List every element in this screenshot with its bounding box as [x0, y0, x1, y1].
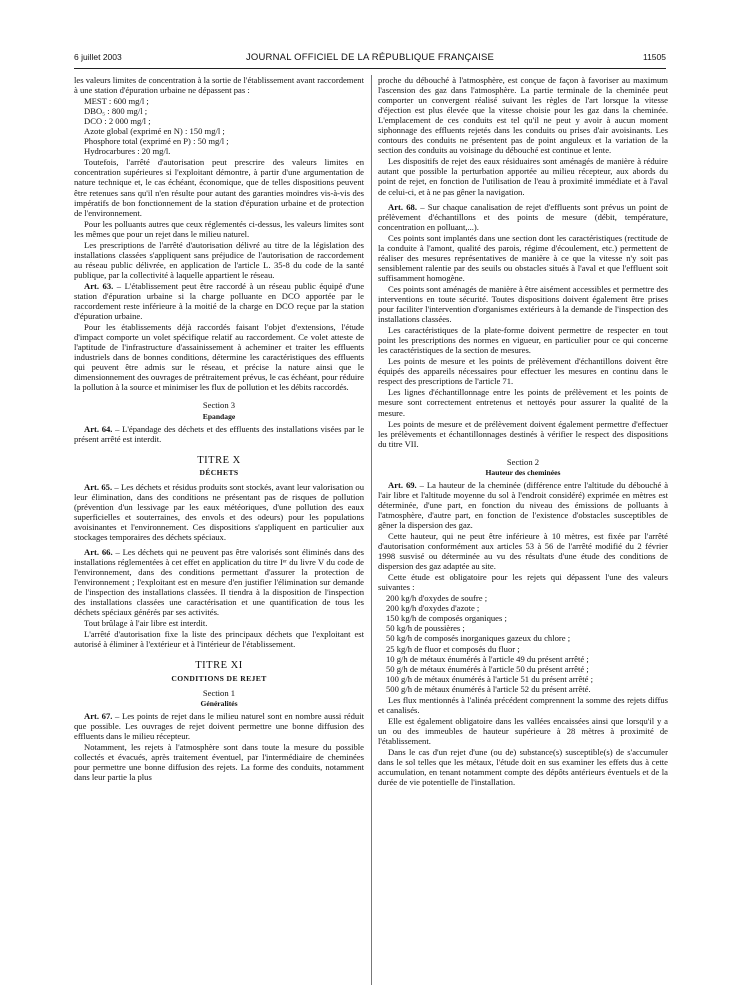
list-item: Azote global (exprimé en N) : 150 mg/l ;	[84, 126, 225, 137]
right-column	[378, 75, 668, 788]
article-64	[74, 424, 364, 444]
paragraph: Toutefois, l'arrêté d'autorisation peut prescrire des valeurs limites en concentration supérieures si l'exploitant démontre, à partir d'une argumentation de nature technique et, le cas échéant, économique, que de telles dispositions peuvent être retenues sans qu'il n'en résulte pour autant des garanties moindres vis-à-vis des impératifs de bon fonctionnement de la station d'épuration urbaine et de protection de l'environnement.	[74, 157, 364, 218]
article-68	[378, 202, 668, 232]
titre-heading: TITRE X	[197, 454, 241, 466]
list-item: 25 kg/h de fluor et composés du fluor ;	[386, 643, 520, 654]
paragraph: L'arrêté d'autorisation fixe la liste des principaux déchets que l'exploitant est autorisé à éliminer à l'extérieur et à l'intérieur de l'établissement.	[74, 629, 364, 650]
paragraph: Les lignes d'échantillonnage entre les points de prélèvement et les points de mesure sont correctement entretenus et nettoyés pour assurer la qualité de la mesure.	[378, 387, 668, 418]
article-text: – L'épandage des déchets et des effluents des installations visées par le présent arrêté est interdit.	[74, 423, 365, 444]
list-item: Phosphore total (exprimé en P) : 50 mg/l ;	[84, 136, 229, 147]
section-title: Epandage	[202, 411, 236, 421]
article-69	[378, 480, 668, 530]
section-title: Généralités	[200, 698, 238, 708]
list-item: 150 kg/h de composés organiques ;	[386, 613, 507, 624]
article-number: Art. 66.	[84, 547, 113, 558]
titre-title: DÉCHETS	[199, 467, 239, 477]
list-item: 100 g/h de métaux énumérés à l'article 51 du présent arrêté ;	[386, 673, 594, 684]
list-item: Hydrocarbures : 20 mg/l.	[84, 146, 171, 157]
list-item: 50 kg/h de poussières ;	[386, 623, 465, 634]
article-number: Art. 68.	[388, 201, 417, 212]
article-number: Art. 63.	[84, 280, 114, 291]
article-66	[74, 547, 364, 617]
paragraph: Les points de mesure et de prélèvement doivent également permettre d'effectuer les prélèvements et échantillonnages destinés à vérifier le respect des dispositions du titre VII.	[378, 418, 668, 449]
paragraph: Les prescriptions de l'arrêté d'autorisation délivré au titre de la législation des installations classées s'appliquent sans préjudice de l'autorisation de raccordement au réseau public délivrée, en application de l'article L. 35-8 du code de la santé publique, par la collectivité à laquelle appartient le réseau.	[74, 239, 364, 280]
list-item: MEST : 600 mg/l ;	[84, 96, 149, 107]
article-text: – L'établissement peut être raccordé à un réseau public équipé d'une station d'épuration urbaine si la charge polluante en DCO apportée par le raccordement reste inférieure à la moitié de la charge en DCO reçue par la station d'épuration urbaine.	[74, 280, 365, 322]
article-text: – Les déchets qui ne peuvent pas être valorisés sont éliminés dans des installations réglementées à cet effet en application du titre Iᵉʳ du livre V du code de l'environnement, dans des conditions permettant d'assurer la protection de l'environnement ; l'exploitant est en mesure d'en justifier l'élimination sur demande de l'inspection des installations classées. Il tiendra à la disposition de l'inspection des installations classées une caractérisation et une quantification de tous les déchets spéciaux générés par ses activités.	[74, 547, 364, 618]
limit-values-list	[74, 96, 364, 156]
list-item: 200 kg/h d'oxydes de soufre ;	[386, 593, 488, 604]
left-column	[74, 75, 364, 783]
paragraph: Elle est également obligatoire dans les vallées encaissées ainsi que lorsqu'il y a un ou des immeubles de hauteur supérieure à 28 mètres à proximité de l'établissement.	[378, 715, 668, 746]
list-item: DBO₅ : 800 mg/l ;	[84, 106, 148, 117]
article-text: – Les points de rejet dans le milieu naturel sont en nombre aussi réduit que possible. Les ouvrages de rejet doivent permettre une bonne diffusion des effluents dans le milieu récepteur.	[74, 710, 364, 741]
threshold-values-list	[378, 593, 668, 693]
paragraph: Notamment, les rejets à l'atmosphère sont dans toute la mesure du possible collectés et évacués, après traitement éventuel, par l'intermédiaire de cheminées pour permettre une bonne diffusion des rejets. La forme des conduits, notamment dans leur partie la plus	[74, 741, 364, 782]
paragraph: proche du débouché à l'atmosphère, est conçue de façon à favoriser au maximum l'ascension des gaz dans l'atmosphère. La partie terminale de la cheminée peut comporter un convergent réalisé suivant les règles de l'art lorsque la vitesse d'éjection est plus élevée que la vitesse choisie pour les gaz dans la cheminée. L'emplacement de ces conduits est tel qu'il ne peut y avoir à aucun moment siphonnage des effluents rejetés dans les conduits ou prises d'air avoisinants. Les contours des conduits ne présentent pas de point anguleux et la variation de la section des conduits au voisinage du débouché est continue et lente.	[378, 75, 668, 156]
paragraph: Pour les établissements déjà raccordés faisant l'objet d'extensions, l'étude d'impact comporte un volet spécifique relatif au raccordement. Ce volet atteste de l'aptitude de l'infrastructure d'assainissement à acheminer et traiter les effluents industriels dans de bonnes conditions, détermine les caractéristiques des effluents qui peuvent être admis sur le réseau, et précise la nature ainsi que le dimensionnement des ouvrages de prétraitement prévus, le cas échéant, pour réduire la pollution à la source et minimiser les flux de pollution et les débits raccordés.	[74, 322, 364, 393]
paragraph: Les flux mentionnés à l'alinéa précédent comprennent la somme des rejets diffus et canalisés.	[378, 694, 668, 715]
paragraph: Ces points sont aménagés de manière à être aisément accessibles et permettre des interventions en toute sécurité. Toutes dispositions doivent également être prises pour faciliter l'intervention d'organismes extérieurs à la demande de l'inspection des installations classées.	[378, 283, 668, 325]
section-heading: Section 3	[202, 400, 236, 411]
article-number: Art. 69.	[388, 479, 417, 490]
article-text: – La hauteur de la cheminée (différence entre l'altitude du débouché à l'air libre et l'altitude moyenne du sol à l'endroit considéré) exprimée en mètres est déterminée, d'une part, en fonction du niveau des émissions de polluants à l'atmosphère, d'autre part, en fonction de l'existence d'obstacles susceptibles de gêner la dispersion des gaz.	[378, 479, 669, 530]
section-heading: Section 1	[202, 687, 236, 698]
section-heading: Section 2	[506, 456, 540, 467]
list-item: 500 g/h de métaux énumérés à l'article 52 du présent arrêté.	[386, 683, 591, 694]
list-item: 50 kg/h de composés inorganiques gazeux du chlore ;	[386, 633, 571, 644]
article-65	[74, 482, 364, 542]
paragraph: Les dispositifs de rejet des eaux résiduaires sont aménagés de manière à réduire autant que possible la perturbation apportée au milieu récepteur, aux abords du point de rejet, en fonction de l'utilisation de l'eau à proximité immédiate et à l'aval de celui-ci, et à ne pas gêner la navigation.	[378, 156, 668, 197]
header-date: 6 juillet 2003	[74, 52, 122, 62]
titre-heading: TITRE XI	[195, 660, 243, 672]
list-item: DCO : 2 000 mg/l ;	[84, 116, 151, 127]
list-item: 200 kg/h d'oxydes d'azote ;	[386, 603, 480, 614]
article-text: – Sur chaque canalisation de rejet d'effluents sont prévus un point de prélèvement d'échantillons et des points de mesure (débit, température, concentration en polluant,...).	[378, 201, 668, 232]
paragraph: Cette hauteur, qui ne peut être inférieure à 10 mètres, est fixée par l'arrêté d'autorisation conformément aux articles 53 à 56 de l'arrêté modifié du 2 février 1998 susvisé ou déterminée au vu des résultats d'une étude des conditions de dispersion des gaz adaptée au site.	[378, 531, 668, 572]
list-item: 50 g/h de métaux énumérés à l'article 50 du présent arrêté ;	[386, 663, 589, 674]
article-number: Art. 67.	[84, 710, 113, 721]
section-title: Hauteur des cheminées	[485, 467, 561, 477]
article-63	[74, 281, 364, 321]
paragraph: Ces points sont implantés dans une section dont les caractéristiques (rectitude de la conduite à l'amont, qualité des parois, régime d'écoulement, etc.) permettent de réaliser des mesures représentatives de manière à ce que la vitesse n'y soit pas sensiblement ralentie par des seuils ou obstacles situés à l'aval et que l'effluent soit suffisamment homogène.	[378, 232, 668, 283]
paragraph: Tout brûlage à l'air libre est interdit.	[84, 618, 208, 629]
paragraph: Les points de mesure et les points de prélèvement d'échantillons doivent être équipés des appareils nécessaires pour effectuer les mesures en continu dans le respect des prescriptions de l'article 71.	[378, 356, 668, 387]
paragraph: Pour les polluants autres que ceux réglementés ci-dessus, les valeurs limites sont les mêmes que pour un rejet dans le milieu naturel.	[74, 218, 364, 239]
header-page-number: 11505	[642, 52, 666, 62]
column-divider	[371, 75, 372, 985]
article-number: Art. 64.	[84, 423, 113, 434]
header-journal-title: JOURNAL OFFICIEL DE LA RÉPUBLIQUE FRANÇAISE	[245, 52, 495, 63]
titre-title: CONDITIONS DE REJET	[171, 673, 267, 683]
article-text: – Les déchets et résidus produits sont stockés, avant leur valorisation ou leur élimination, dans des conditions ne présentant pas de risques de pollution (prévention d'un lessivage par les eaux météoriques, d'une pollution des eaux superficielles et souterraines, des envols et des odeurs) pour les populations avoisinantes et l'environnement. Ces dispositions s'appliquent en particulier aux stockages temporaires des déchets spéciaux.	[74, 481, 364, 542]
paragraph: Dans le cas d'un rejet d'une (ou de) substance(s) susceptible(s) de s'accumuler dans le sol telles que les métaux, l'étude doit en sus examiner les effets dus à cette accumulation, en tenant notamment compte des dépôts antérieurs éventuels et de la durée de vie potentielle de l'installation.	[378, 747, 668, 788]
page-header	[74, 52, 666, 69]
list-item: 10 g/h de métaux énumérés à l'article 49 du présent arrêté ;	[386, 653, 589, 664]
article-number: Art. 65.	[84, 481, 113, 492]
paragraph: Cette étude est obligatoire pour les rejets qui dépassent l'une des valeurs suivantes :	[378, 572, 668, 593]
paragraph: les valeurs limites de concentration à la sortie de l'établissement avant raccordement à une station d'épuration urbaine ne dépassent pas :	[74, 75, 364, 96]
article-67	[74, 711, 364, 741]
paragraph: Les caractéristiques de la plate-forme doivent permettre de respecter en tout point les prescriptions des normes en vigueur, en particulier pour ce qui concerne les caractéristiques de la section de mesures.	[378, 325, 668, 356]
